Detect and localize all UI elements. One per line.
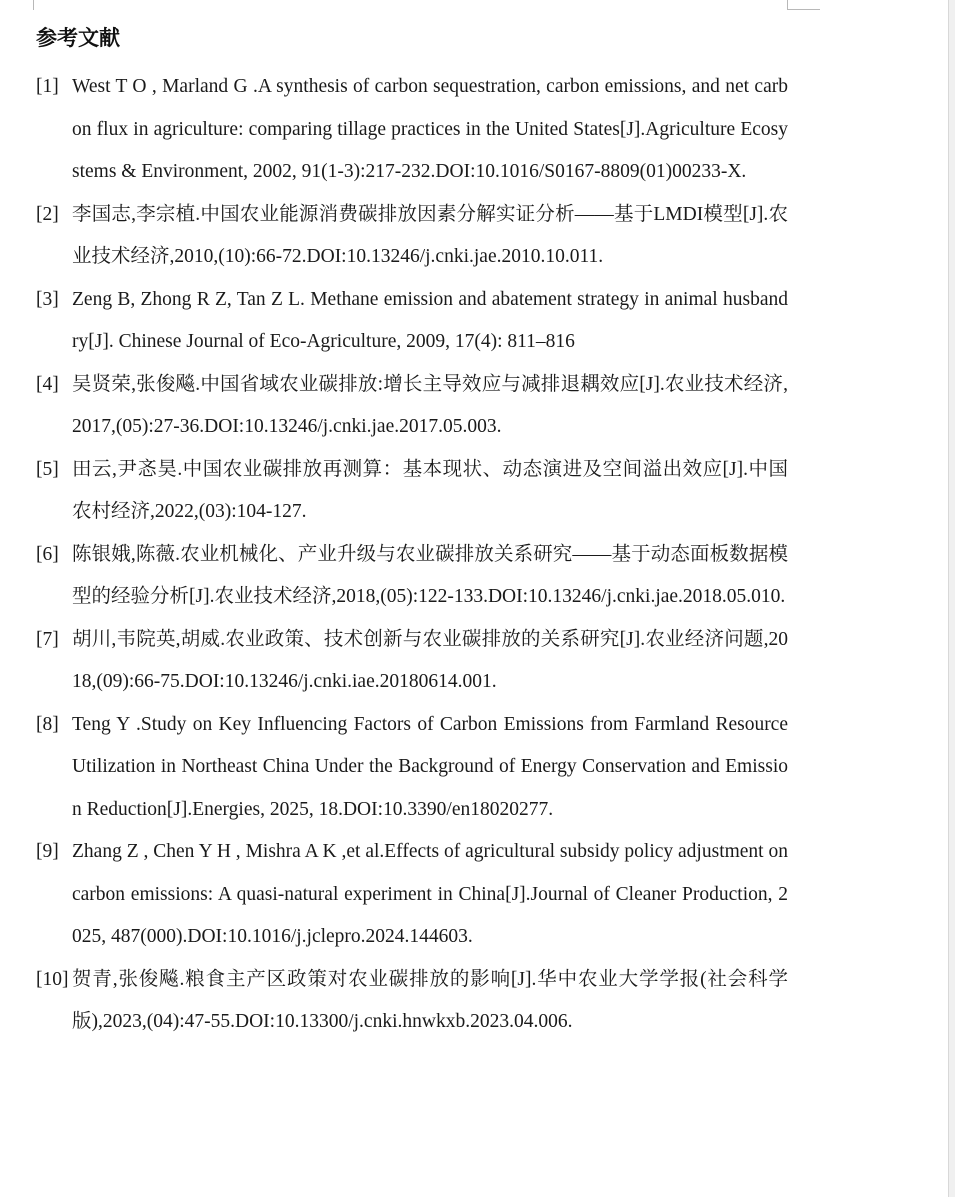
reference-text[interactable]: West T O , Marland G .A synthesis of carbon sequestration, carbon emissions, and net carbon flux in agriculture: comparing tillage practices in the United States[J].Agriculture Ecosystems & Environment, 2002, 91(1-3):217-232.DOI:10.1016/S0167-8809(01)00233-X. bbox=[72, 76, 788, 182]
reference-text[interactable]: Teng Y .Study on Key Influencing Factors of Carbon Emissions from Farmland Resource Utilization in Northeast China Under the Background of Energy Conservation and Emission Reduction[J].Energies, 2025, 18.DOI:10.3390/en18020277. bbox=[72, 713, 788, 820]
reference-number: [6] bbox=[36, 543, 59, 565]
reference-list bbox=[36, 66, 788, 1044]
reference-item[interactable] bbox=[36, 831, 788, 959]
reference-number: [10] bbox=[36, 968, 69, 990]
reference-item[interactable] bbox=[36, 66, 788, 194]
reference-item[interactable] bbox=[36, 534, 788, 619]
references-heading: 参考文献 bbox=[36, 26, 120, 50]
reference-text[interactable]: Zeng B, Zhong R Z, Tan Z L. Methane emission and abatement strategy in animal husbandry[J]. Chinese Journal of Eco-Agriculture, 2009, 17(4): 811–816 bbox=[72, 288, 788, 352]
reference-item[interactable] bbox=[36, 959, 788, 1044]
reference-item[interactable] bbox=[36, 364, 788, 449]
reference-item[interactable] bbox=[36, 194, 788, 279]
reference-number: [1] bbox=[36, 76, 59, 97]
reference-text[interactable]: 田云,尹忞昊.中国农业碳排放再测算：基本现状、动态演进及空间溢出效应[J].中国农村经济,2022,(03):104-127. bbox=[72, 458, 788, 522]
reference-text[interactable]: 贺青,张俊飚.粮食主产区政策对农业碳排放的影响[J].华中农业大学学报(社会科学版),2023,(04):47-55.DOI:10.13300/j.cnki.hnwkxb.2023.04.006. bbox=[72, 968, 788, 1032]
reference-text[interactable]: Zhang Z , Chen Y H , Mishra A K ,et al.Effects of agricultural subsidy policy adjustment on carbon emissions: A quasi-natural experiment in China[J].Journal of Cleaner Production, 2025, 487(000).DOI:10.1016/j.jclepro.2024.144603. bbox=[72, 841, 788, 947]
reference-text[interactable]: 胡川,韦院英,胡威.农业政策、技术创新与农业碳排放的关系研究[J].农业经济问题,2018,(09):66-75.DOI:10.13246/j.cnki.iae.20180614.001. bbox=[72, 628, 788, 692]
crop-mark-right-horizontal bbox=[787, 9, 820, 10]
reference-number: [7] bbox=[36, 628, 59, 650]
reference-text[interactable]: 陈银娥,陈薇.农业机械化、产业升级与农业碳排放关系研究——基于动态面板数据模型的经验分析[J].农业技术经济,2018,(05):122-133.DOI:10.13246/j.cnki.jae.2018.05.010. bbox=[72, 543, 788, 607]
reference-text[interactable]: 李国志,李宗植.中国农业能源消费碳排放因素分解实证分析——基于LMDI模型[J].农业技术经济,2010,(10):66-72.DOI:10.13246/j.cnki.jae.2010.10.011. bbox=[72, 203, 788, 267]
reference-number: [2] bbox=[36, 203, 59, 225]
reference-item[interactable] bbox=[36, 619, 788, 704]
crop-mark-left bbox=[33, 0, 34, 10]
vertical-scrollbar[interactable] bbox=[948, 0, 955, 1197]
reference-number: [5] bbox=[36, 458, 59, 480]
reference-item[interactable] bbox=[36, 279, 788, 364]
reference-item[interactable] bbox=[36, 704, 788, 832]
reference-text[interactable]: 吴贤荣,张俊飚.中国省域农业碳排放:增长主导效应与减排退耦效应[J].农业技术经济,2017,(05):27-36.DOI:10.13246/j.cnki.jae.2017.05.003. bbox=[72, 373, 788, 437]
reference-item[interactable] bbox=[36, 449, 788, 534]
reference-number: [4] bbox=[36, 373, 59, 395]
reference-number: [8] bbox=[36, 713, 59, 735]
reference-number: [3] bbox=[36, 288, 59, 310]
reference-number: [9] bbox=[36, 841, 59, 862]
